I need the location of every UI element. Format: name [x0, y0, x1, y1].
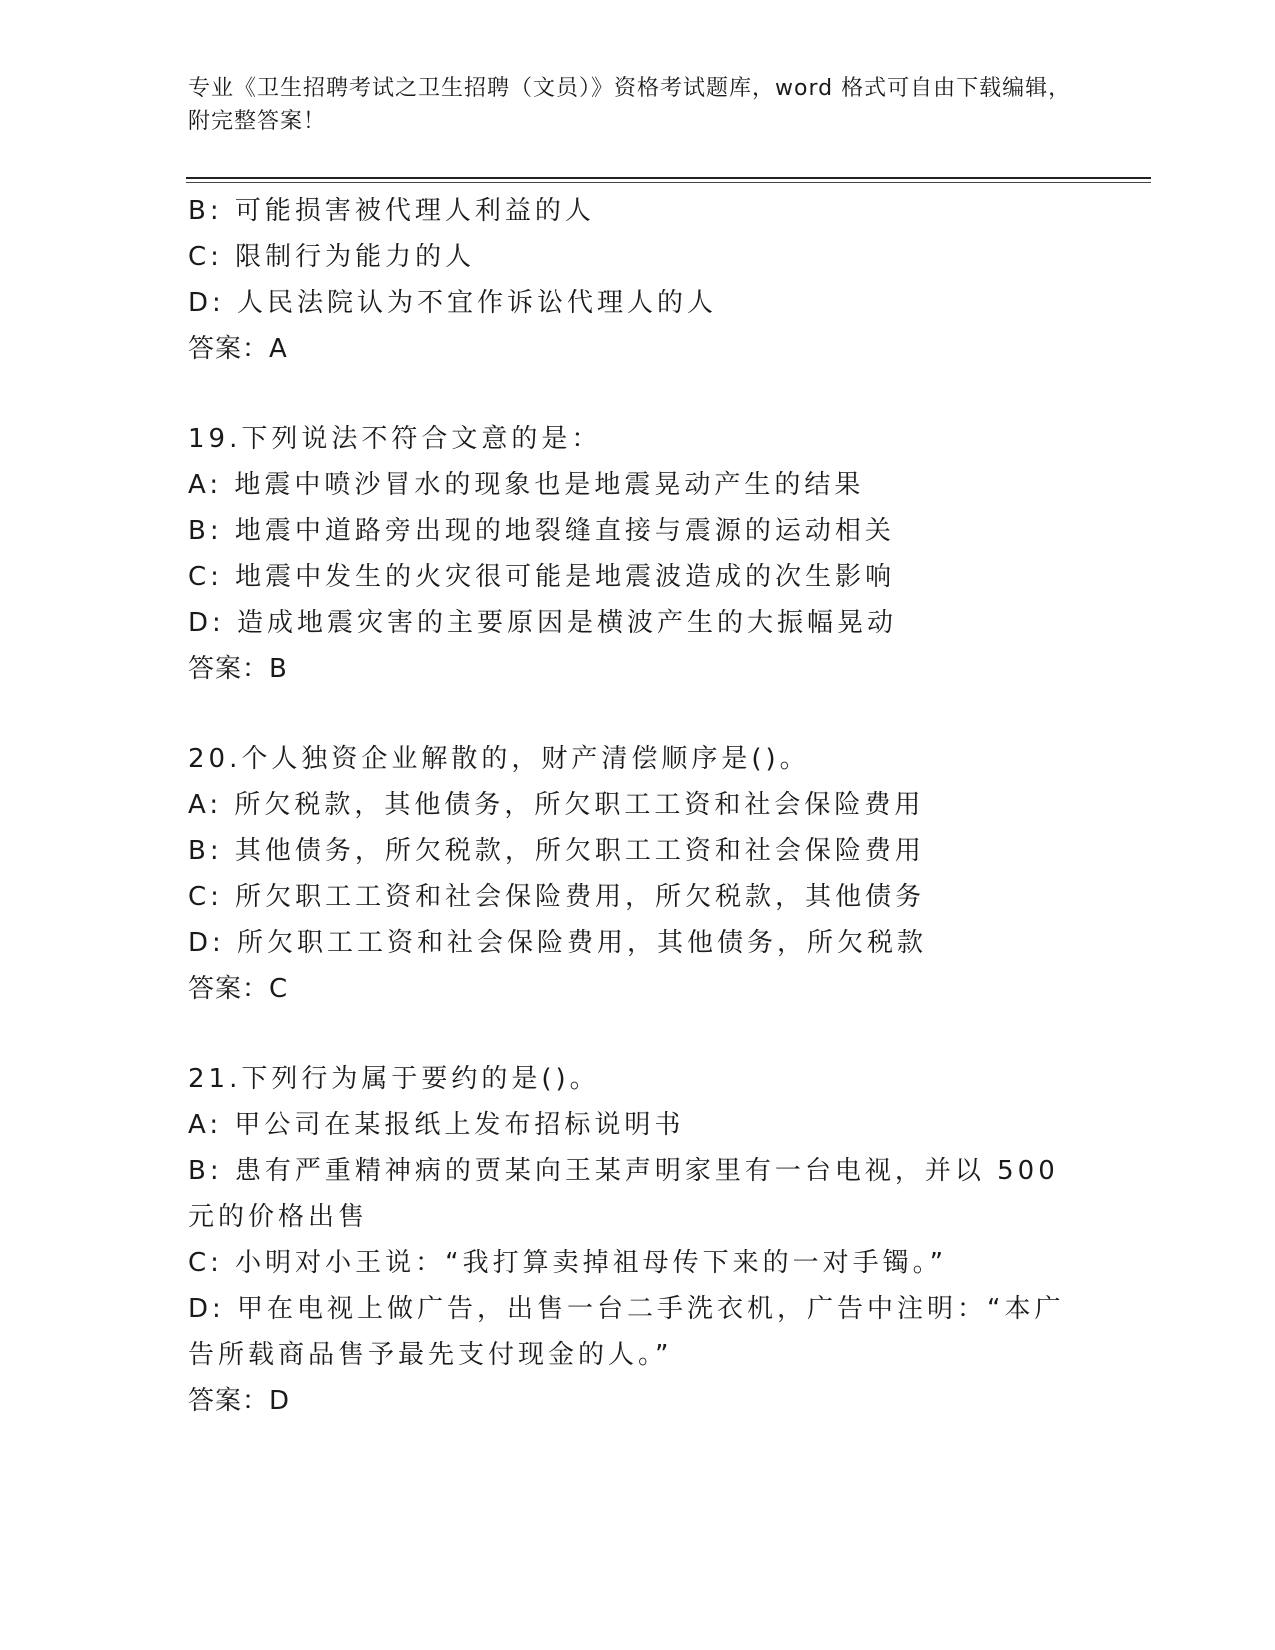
option-d: D: 所欠职工工资和社会保险费用，其他债务，所欠税款 — [188, 928, 928, 958]
option-c: C: 所欠职工工资和社会保险费用，所欠税款，其他债务 — [188, 882, 926, 912]
question-19 — [188, 416, 1088, 692]
divider-thick-line — [186, 177, 1151, 179]
answer-line: 答案：B — [188, 654, 288, 684]
header-divider — [186, 177, 1151, 183]
option-a: A: 地震中喷沙冒水的现象也是地震晃动产生的结果 — [188, 470, 865, 500]
header-text: 专业《卫生招聘考试之卫生招聘（文员）》资格考试题库，word 格式可自由下载编辑，附完整答案！ — [188, 76, 1072, 134]
page-header — [188, 72, 1088, 138]
question-18-continued — [188, 188, 1088, 372]
option-d: D: 甲在电视上做广告，出售一台二手洗衣机，广告中注明：“本广告所载商品售予最先支付现金的人。” — [188, 1294, 1065, 1370]
answer-line: 答案：D — [188, 1386, 291, 1416]
option-b: B: 可能损害被代理人利益的人 — [188, 196, 595, 226]
option-d: D: 人民法院认为不宜作诉讼代理人的人 — [188, 288, 718, 318]
option-a: A: 甲公司在某报纸上发布招标说明书 — [188, 1110, 685, 1140]
divider-thin-line — [186, 182, 1151, 183]
answer-line: 答案：C — [188, 974, 289, 1004]
option-c: C: 限制行为能力的人 — [188, 242, 476, 272]
question-stem: 19.下列说法不符合文意的是： — [188, 424, 602, 454]
option-b: B: 其他债务，所欠税款，所欠职工工资和社会保险费用 — [188, 836, 925, 866]
question-content — [188, 188, 1088, 1424]
question-20 — [188, 736, 1088, 1012]
option-c: C: 小明对小王说：“我打算卖掉祖母传下来的一对手镯。” — [188, 1248, 948, 1278]
question-stem: 21.下列行为属于要约的是()。 — [188, 1064, 600, 1094]
option-a: A: 所欠税款，其他债务，所欠职工工资和社会保险费用 — [188, 790, 925, 820]
option-b: B: 地震中道路旁出现的地裂缝直接与震源的运动相关 — [188, 516, 895, 546]
option-d: D: 造成地震灾害的主要原因是横波产生的大振幅晃动 — [188, 608, 898, 638]
option-c: C: 地震中发生的火灾很可能是地震波造成的次生影响 — [188, 562, 896, 592]
answer-line: 答案：A — [188, 334, 288, 364]
question-stem: 20.个人独资企业解散的，财产清偿顺序是()。 — [188, 744, 810, 774]
question-21 — [188, 1056, 1088, 1424]
option-b: B: 患有严重精神病的贾某向王某声明家里有一台电视，并以 500 元的价格出售 — [188, 1156, 1059, 1232]
